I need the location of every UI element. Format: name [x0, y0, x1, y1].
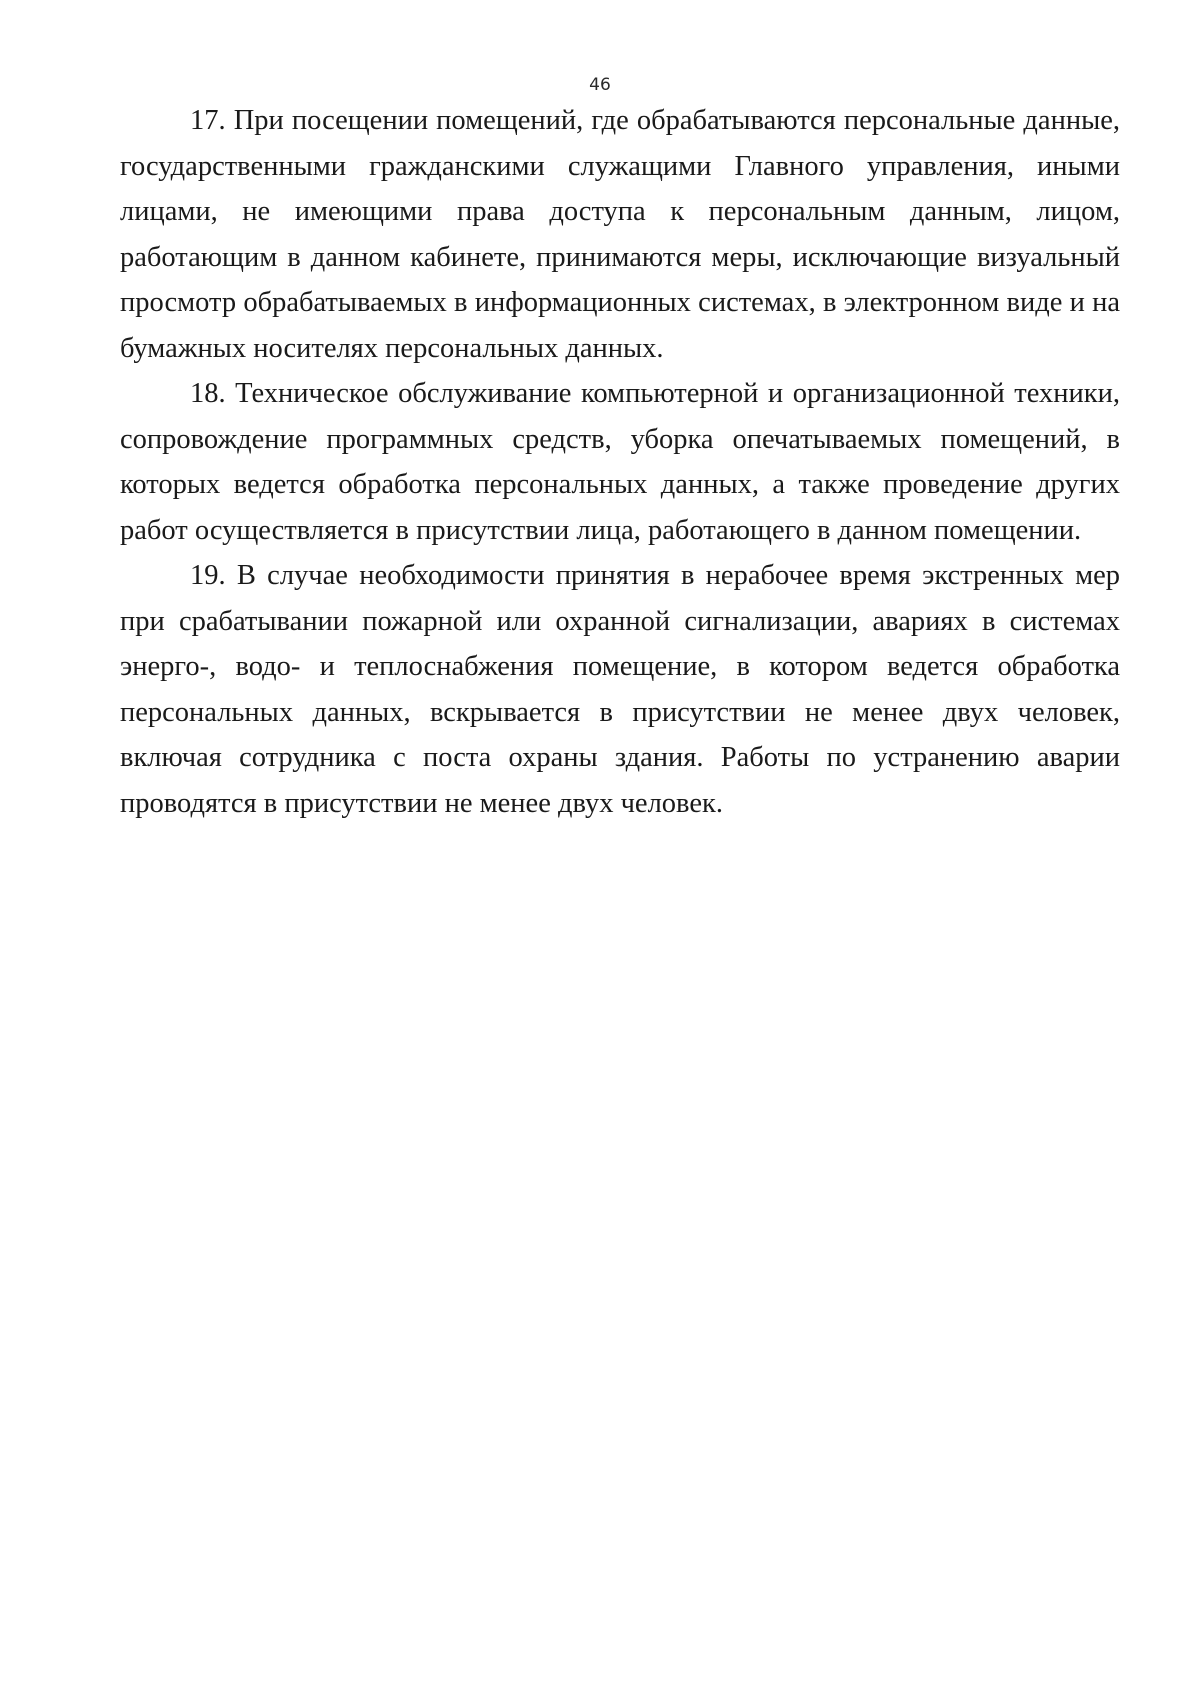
- page-number: 46: [589, 75, 611, 95]
- paragraph-19: 19. В случае необходимости принятия в нерабочее время экстренных мер при срабатывании пожарной или охранной сигнализации, авариях в системах энерго-, водо- и теплоснабжения помещение, в котором ведется обработка персональных данных, вскрывается в присутствии не менее двух человек, включая сотрудника с поста охраны здания. Работы по устранению аварии проводятся в присутствии не менее двух человек.: [120, 560, 1120, 819]
- paragraph-18: 18. Техническое обслуживание компьютерной и организационной техники, сопровождение программных средств, уборка опечатываемых помещений, в которых ведется обработка персональных данных, а также проведение других работ осуществляется в присутствии лица, работающего в данном помещении.: [120, 378, 1120, 546]
- paragraph-17: 17. При посещении помещений, где обрабатываются персональные данные, государственными гражданскими служащими Главного управления, иными лицами, не имеющими права доступа к персональным данным, лицом, работающим в данном кабинете, принимаются меры, исключающие визуальный просмотр обрабатываемых в информационных системах, в электронном виде и на бумажных носителях персональных данных.: [120, 105, 1120, 364]
- document-body: [120, 98, 1120, 826]
